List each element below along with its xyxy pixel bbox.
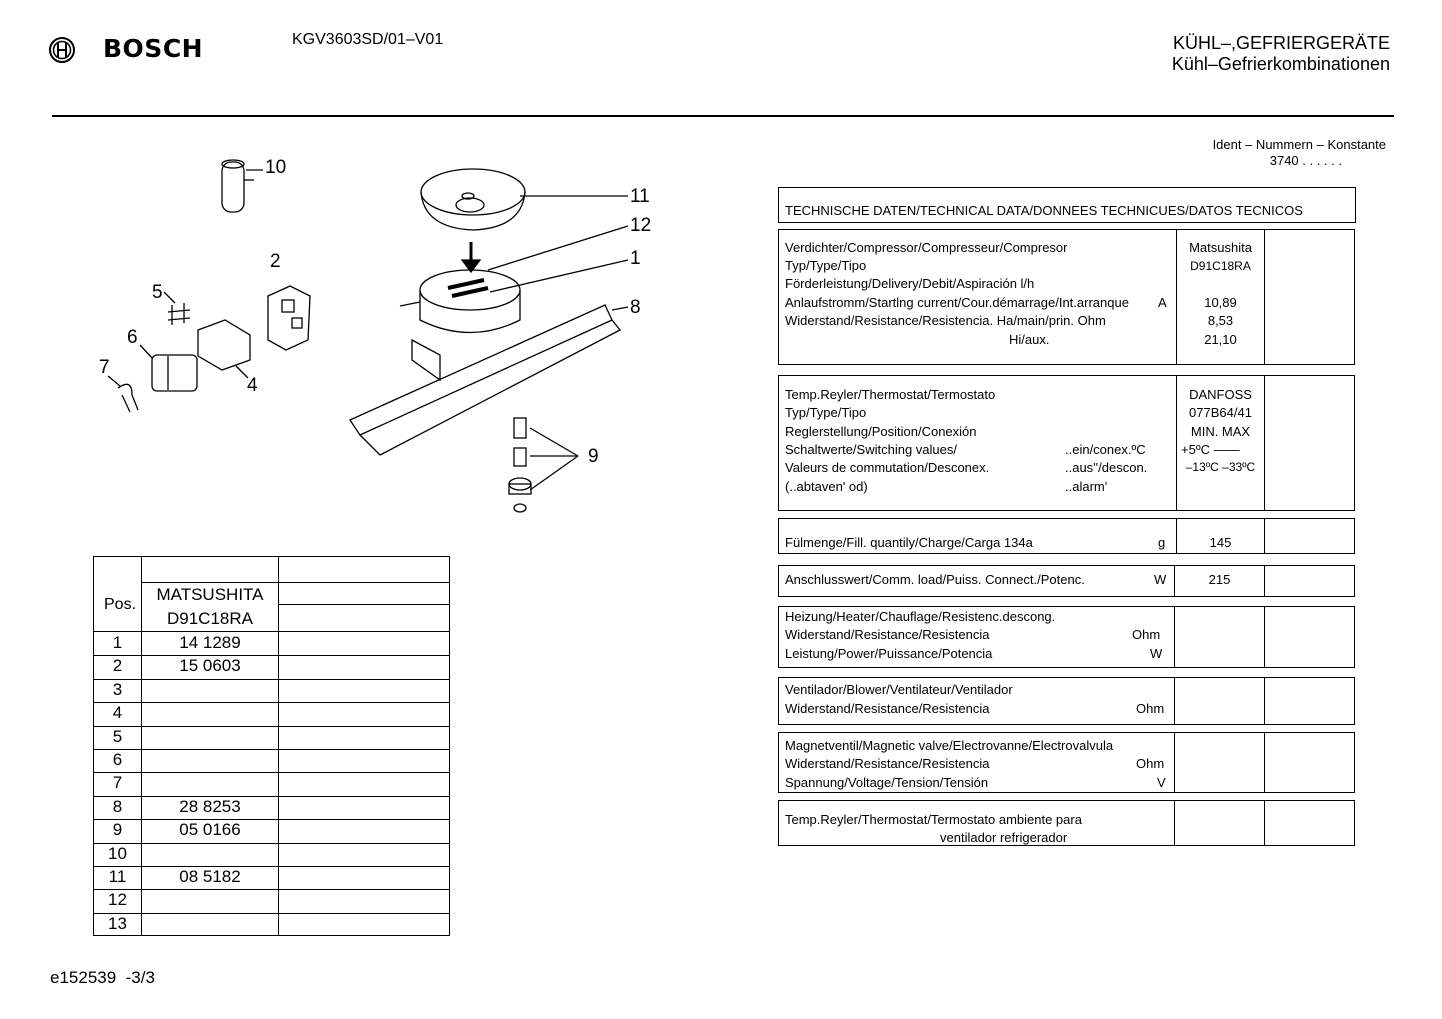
header-divider <box>52 115 1394 117</box>
valve-box <box>778 732 1355 793</box>
model-header-2: D91C18RA <box>167 609 253 628</box>
thermostat-mid: ..alarm' <box>1065 479 1108 494</box>
table-row-pos: 6 <box>112 750 123 769</box>
table-row-divider <box>94 772 449 773</box>
valve-unit: V <box>1157 775 1166 790</box>
callout-6: 6 <box>127 327 138 348</box>
model-number: KGV3603SD/01–V01 <box>292 31 444 48</box>
overload-part-6 <box>140 345 197 391</box>
grommet-part-9 <box>509 418 578 512</box>
pos-header: Pos. <box>104 596 137 613</box>
table-row-divider <box>94 702 449 703</box>
heater-row: Leistung/Power/Puissance/Potencia <box>785 646 993 661</box>
callout-11: 11 <box>630 186 650 207</box>
category-line-1: KÜHL–,GEFRIERGERÄTE <box>1172 33 1390 53</box>
table-row-divider <box>94 889 449 890</box>
spring-part-7 <box>108 376 138 412</box>
blower-row: Widerstand/Resistance/Resistencia <box>785 701 990 716</box>
callout-10: 10 <box>265 157 287 178</box>
callout-12: 12 <box>630 215 652 236</box>
compressor-row: Widerstand/Resistance/Resistencia. Ha/main/prin. Ohm <box>785 313 1106 328</box>
table-row-divider <box>94 749 449 750</box>
thermostat-box <box>778 375 1355 511</box>
ident-value: 3740 . . . . . . <box>1269 153 1342 168</box>
callout-2: 2 <box>270 251 281 272</box>
cover-part-4 <box>198 320 250 378</box>
thermostat-value: MIN. MAX <box>1190 424 1251 439</box>
compressor-row: Typ/Type/Tipo <box>785 258 867 273</box>
thermostat-row: Temp.Reyler/Thermostat/Termostato <box>785 387 996 402</box>
footer <box>50 968 155 988</box>
ambient-row: ventilador refrigerador <box>940 830 1068 845</box>
compressor-row: Anlaufstromm/Startlng current/Cour.démarrage/Int.arranque <box>785 295 1129 310</box>
callout-8: 8 <box>630 297 641 318</box>
ambient-box <box>778 800 1355 846</box>
heater-box <box>778 606 1355 668</box>
load-box <box>778 565 1355 597</box>
valve-unit: Ohm <box>1136 756 1165 771</box>
page-number: -3/3 <box>125 968 155 987</box>
heater-row: Heizung/Heater/Chauflage/Resistenc.descong. <box>785 609 1056 624</box>
ident-label: Ident – Nummern – Konstante <box>1212 137 1386 152</box>
thermostat-mid: ..ein/conex.ºC <box>1065 442 1146 457</box>
compressor-row: Verdichter/Compressor/Compresseur/Compresor <box>785 240 1068 255</box>
callout-1: 1 <box>630 248 641 269</box>
tech-title: TECHNISCHE DATEN/TECHNICAL DATA/DONNEES TECHNICUES/DATOS TECNICOS <box>785 203 1303 218</box>
thermostat-value: +5ºC —— <box>1181 442 1240 457</box>
table-row-pos: 3 <box>112 679 123 699</box>
thermostat-mid: ..aus''/descon. <box>1065 460 1148 475</box>
heater-unit: W <box>1150 646 1163 661</box>
compressor-part-1 <box>400 226 628 380</box>
table-row-pos: 1 <box>112 633 123 652</box>
capacitor-part-10 <box>222 160 263 212</box>
thermostat-row: (..abtaven' od) <box>785 479 868 494</box>
exploded-view-diagram <box>90 150 670 530</box>
thermostat-row: Valeurs de commutation/Desconex. <box>785 460 990 475</box>
table-row-part-number: 15 0603 <box>179 656 241 676</box>
table-row-part-number: 08 5182 <box>179 867 241 886</box>
fill-value: 145 <box>1209 535 1232 550</box>
ident-block <box>1213 137 1386 169</box>
thermostat-row: Typ/Type/Tipo <box>785 405 867 420</box>
load-unit: W <box>1154 572 1167 587</box>
table-row-pos: 10 <box>108 843 127 863</box>
compressor-row: Hi/aux. <box>1009 332 1050 347</box>
compressor-value: 10,89 <box>1204 295 1237 310</box>
heater-unit: Ohm <box>1132 627 1161 642</box>
table-row-pos: 13 <box>108 913 127 933</box>
table-row-part-number: 28 8253 <box>179 796 241 816</box>
table-row-pos: 4 <box>112 703 123 723</box>
table-row-divider <box>94 726 449 727</box>
tech-title-box <box>778 187 1356 223</box>
rail-part-8 <box>350 305 628 455</box>
load-value: 215 <box>1208 572 1231 587</box>
callout-5: 5 <box>152 282 163 303</box>
heater-row: Widerstand/Resistance/Resistencia <box>785 627 990 642</box>
category-line-2: Kühl–Gefrierkombinationen <box>1171 54 1390 74</box>
callout-9: 9 <box>588 446 599 467</box>
brand-name: BOSCH <box>103 34 204 63</box>
callout-7: 7 <box>99 357 110 378</box>
clip-part-5 <box>164 292 190 325</box>
blower-row: Ventilador/Blower/Ventilateur/Ventilador <box>785 682 1013 697</box>
table-row-pos: 7 <box>112 773 123 793</box>
thermostat-value: –13ºC –33ºC <box>1185 460 1256 474</box>
table-row-pos: 12 <box>108 890 127 910</box>
parts-table <box>93 556 450 936</box>
thermostat-value: 077B64/41 <box>1189 405 1252 420</box>
table-row-part-number: 05 0166 <box>179 820 241 840</box>
table-row-divider <box>94 843 449 844</box>
bosch-logo-icon <box>48 36 76 64</box>
table-row-part-number: 14 1289 <box>179 633 241 652</box>
compressor-value: Matsushita <box>1189 240 1252 255</box>
compressor-box <box>778 229 1355 365</box>
thermostat-row: Reglerstellung/Position/Conexión <box>785 424 977 439</box>
table-row-pos: 11 <box>108 867 127 886</box>
table-row-divider <box>94 913 449 914</box>
compressor-value: 21,10 <box>1204 332 1237 347</box>
table-row-pos: 2 <box>112 656 123 676</box>
fill-label: Fülmenge/Fill. quantily/Charge/Carga 134a <box>785 535 1033 550</box>
cover-part-11 <box>421 169 628 230</box>
load-label: Anschlusswert/Comm. load/Puiss. Connect./Potenc. <box>785 572 1085 587</box>
blower-box <box>778 677 1355 725</box>
category-title <box>1172 33 1390 75</box>
table-row-pos: 8 <box>112 796 123 816</box>
valve-row: Magnetventil/Magnetic valve/Electrovanne/Electrovalvula <box>785 738 1114 753</box>
blower-unit: Ohm <box>1136 701 1165 716</box>
compressor-value: D91C18RA <box>1190 259 1251 273</box>
table-row-pos: 9 <box>112 820 123 840</box>
document-code: e152539 <box>50 968 117 987</box>
unit-label: A <box>1158 295 1167 310</box>
table-row-pos: 5 <box>112 726 123 746</box>
fill-unit: g <box>1158 535 1166 550</box>
relay-part-2 <box>268 286 310 350</box>
fill-box <box>778 518 1355 554</box>
callout-4: 4 <box>247 375 258 396</box>
compressor-value: 8,53 <box>1207 313 1234 328</box>
valve-row: Spannung/Voltage/Tension/Tensión <box>785 775 989 790</box>
compressor-row: Förderleistung/Delivery/Debit/Aspiración l/h <box>785 276 1035 291</box>
thermostat-value: DANFOSS <box>1189 387 1252 402</box>
thermostat-row: Schaltwerte/Switching values/ <box>785 442 957 457</box>
valve-row: Widerstand/Resistance/Resistencia <box>785 756 990 771</box>
ambient-row: Temp.Reyler/Thermostat/Termostato ambiente para <box>785 812 1082 827</box>
model-header-1: MATSUSHITA <box>156 585 264 604</box>
table-row-divider <box>94 679 449 680</box>
